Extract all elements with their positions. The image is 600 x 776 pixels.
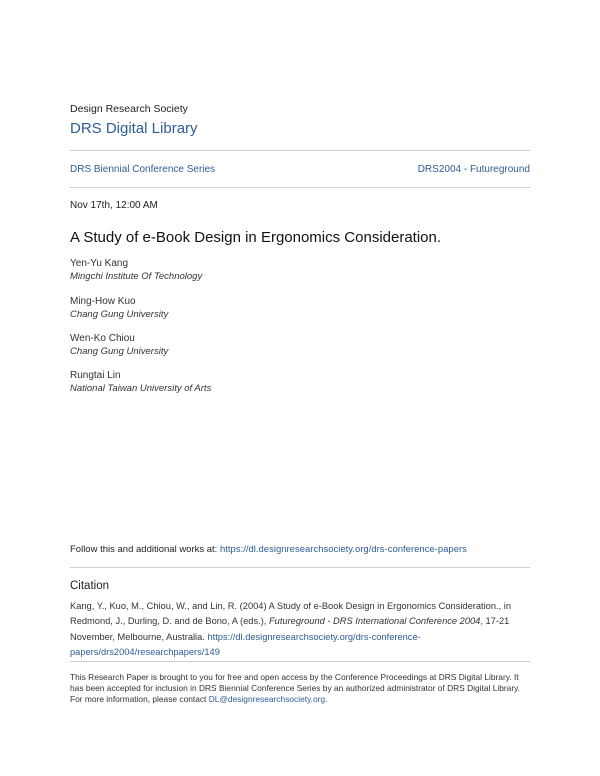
divider [70, 567, 530, 568]
paper-title: A Study of e-Book Design in Ergonomics Consideration. [70, 229, 442, 246]
author-affiliation: Chang Gung University [70, 309, 169, 320]
contact-email-link[interactable]: DL@designresearchsociety.org [208, 694, 326, 705]
divider [70, 187, 530, 188]
author-block [70, 296, 168, 320]
organization-name: Design Research Society [70, 103, 188, 115]
follow-line [70, 544, 467, 555]
divider [70, 150, 530, 151]
citation-text [70, 599, 532, 660]
citation-part-1: Kang, Y., Kuo, M., Chiou, W., and Lin, R. (2004) A Study of e-Book Design in Ergonomics Consideration., in Redmond, J., Durling, D. and de Bono, A (eds.), [70, 601, 511, 627]
author-name: Yen-Yu Kang [70, 258, 129, 269]
citation-part-2: , 17-21 November, Melbourne, Australia. [70, 616, 510, 642]
footer-text: This Research Paper is brought to you for free and open access by the Conference Proceedings at DRS Digital Library. It has been accepted for inclusion in DRS Biennial Conference Series by an authorized administrator of DRS Digital Library. For more information, please contact [70, 672, 520, 705]
library-link[interactable]: DRS Digital Library [70, 120, 198, 137]
conference-edition-link[interactable]: DRS2004 - Futureground [417, 164, 530, 175]
author-block [70, 370, 211, 394]
author-name: Wen-Ko Chiou [70, 333, 135, 344]
author-name: Ming-How Kuo [70, 296, 136, 307]
follow-text: Follow this and additional works at: [70, 544, 220, 555]
divider [70, 661, 530, 662]
conference-series-link[interactable]: DRS Biennial Conference Series [70, 164, 216, 175]
citation-link[interactable]: https://dl.designresearchsociety.org/drs-conference-papers/drs2004/researchpapers/149 [70, 631, 421, 657]
author-affiliation: Chang Gung University [70, 346, 169, 357]
author-block [70, 333, 168, 357]
citation-heading: Citation [70, 580, 109, 592]
publication-date: Nov 17th, 12:00 AM [70, 200, 158, 211]
author-affiliation: National Taiwan University of Arts [70, 383, 212, 394]
citation-proceedings: Futureground - DRS International Conference 2004 [268, 616, 481, 627]
footer-end: . [325, 694, 328, 705]
author-block [70, 258, 202, 282]
footer-notice [70, 672, 534, 706]
author-affiliation: Mingchi Institute Of Technology [70, 271, 203, 282]
author-name: Rungtai Lin [70, 370, 121, 381]
collection-link[interactable]: https://dl.designresearchsociety.org/drs-conference-papers [219, 544, 467, 555]
